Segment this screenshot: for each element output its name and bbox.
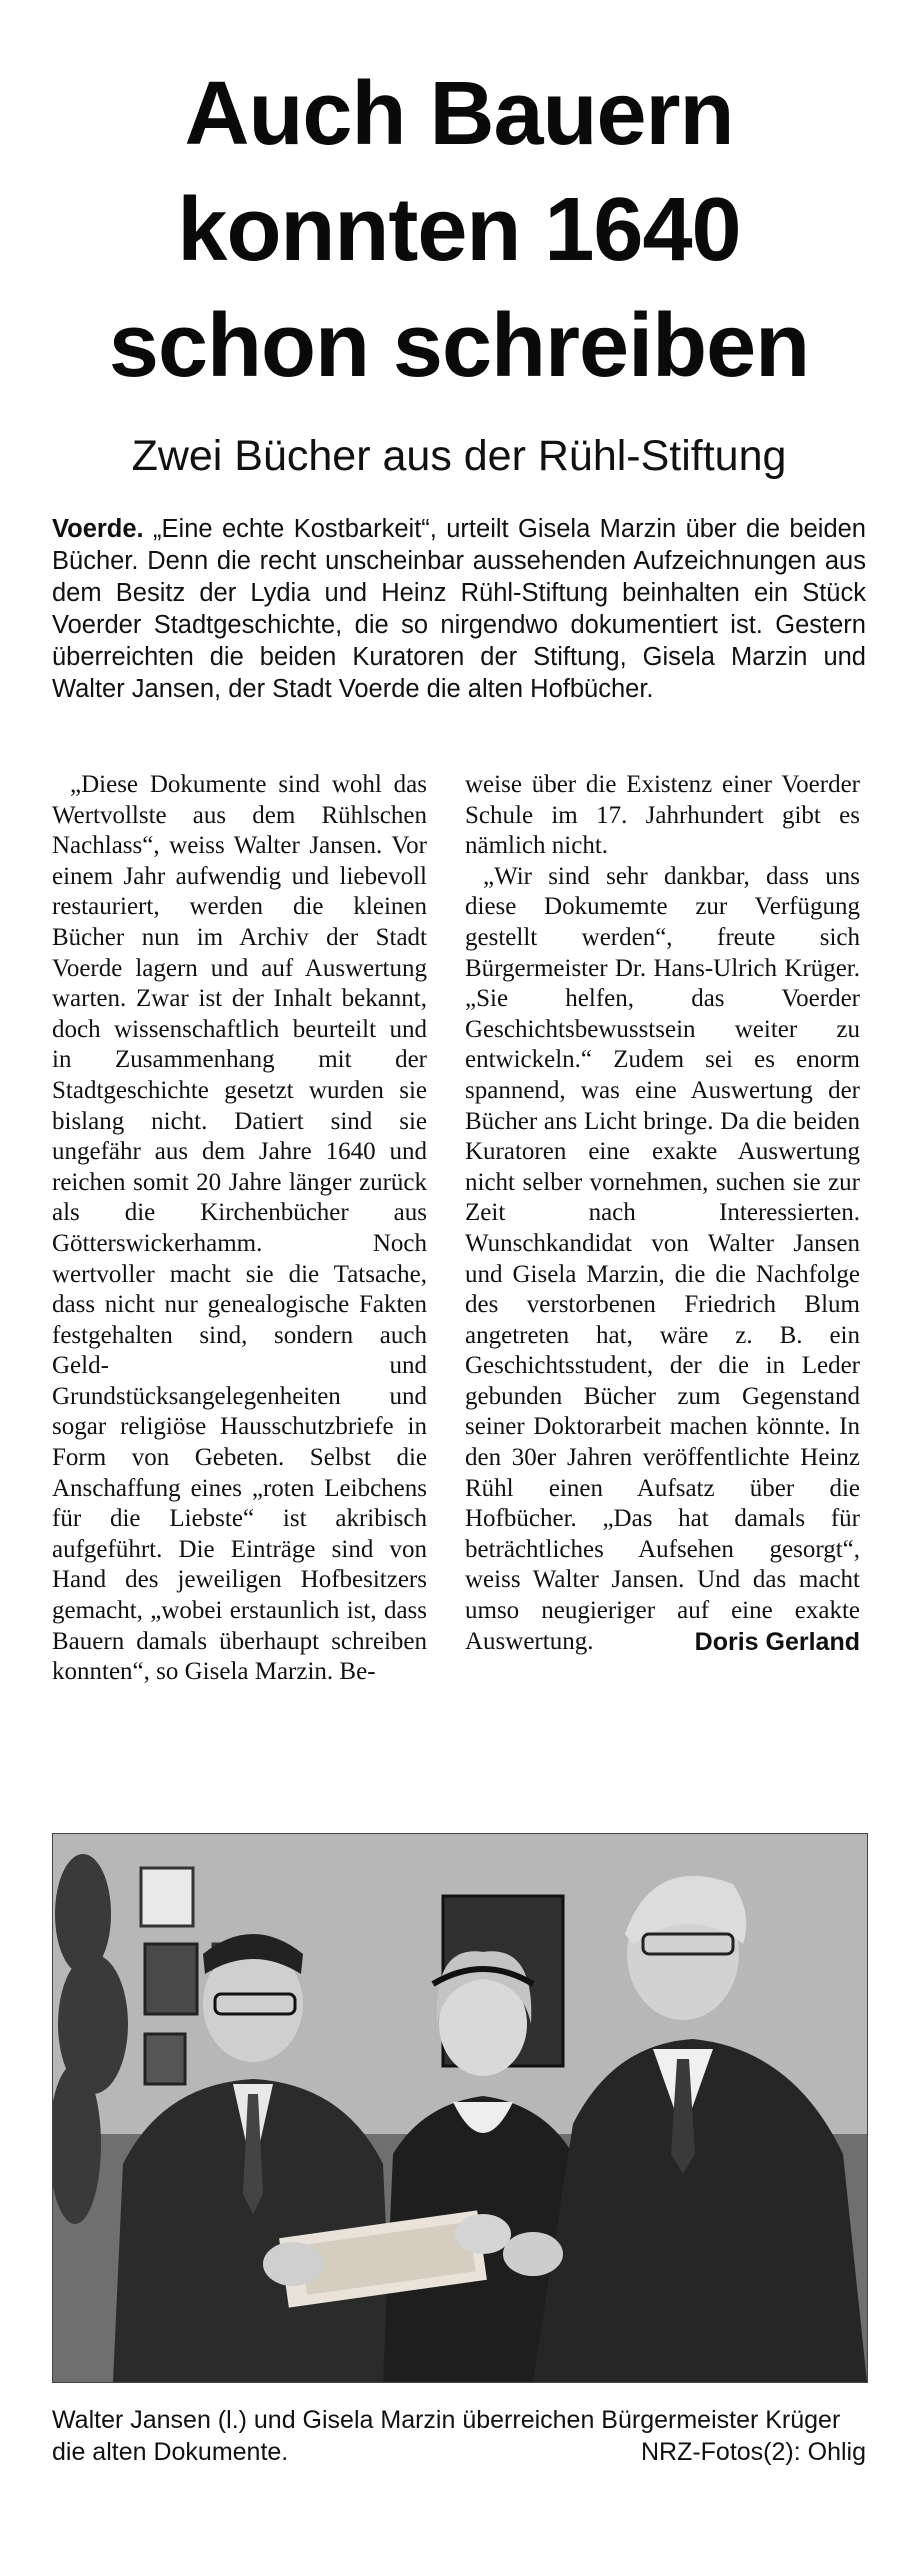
headline-line-1: Auch Bauern: [184, 64, 734, 164]
article-column-right: [465, 770, 860, 1657]
body-paragraph-continuation: weise über die Existenz einer Voerder Schule im 17. Jahrhundert gibt es nämlich nicht.: [465, 771, 860, 860]
body-paragraph: „Diese Dokumente sind wohl das Wertvollste aus dem Rühlschen Nachlass“, weiss Walter Jansen. Vor einem Jahr aufwendig und liebevoll restauriert, werden die kleinen Bücher nun im Archiv der Stadt Voerde lagern und auf Auswertung warten. Zwar ist der Inhalt bekannt, doch wissenschaftlich beurteilt und in Zusammenhang mit der Stadtgeschichte gesetzt wurden sie bislang nicht. Datiert sind sie ungefähr aus dem Jahre 1640 und reichen somit 20 Jahre länger zurück als die Kirchenbücher aus Götterswickerhamm. Noch wertvoller macht sie die Tatsache, dass nicht nur genealogische Fakten festgehalten sind, sondern auch Geld- und Grundstücksangelegenheiten und sogar religiöse Hausschutzbriefe in Form von Gebeten. Selbst die Anschaffung eines „roten Leibchens für die Liebste“ ist akribisch aufgeführt. Die Einträge sind von Hand des jeweiligen Hofbesitzers gemacht, „wobei erstaunlich ist, dass Bauern damals überhaupt schreiben konnten“, so Gisela Marzin. Be-: [52, 771, 427, 1686]
caption-text: Walter Jansen (l.) und Gisela Marzin überreichen Bürgermeister Krüger die alten Dokumente.: [52, 2406, 841, 2466]
body-paragraph: [465, 862, 860, 1657]
lead-text: „Eine echte Kostbarkeit“, urteilt Gisela Marzin über die beiden Bücher. Denn die recht unscheinbar aussehenden Aufzeichnungen aus dem Besitz der Lydia und Heinz Rühl-Stiftung beinhalten ein Stück Voerder Stadtgeschichte, die so nirgendwo dokumentiert ist. Gestern überreichten die beiden Kuratoren der Stiftung, Gisela Marzin und Walter Jansen, der Stadt Voerde die alten Hofbücher.: [52, 515, 866, 703]
lead-paragraph: [52, 513, 866, 705]
photo-caption: [52, 2404, 866, 2468]
article-column-left: [52, 770, 427, 1688]
headline: [30, 56, 888, 404]
author-byline: Doris Gerland: [694, 1627, 860, 1656]
article-photo: [52, 1833, 868, 2383]
dateline: Voerde.: [52, 515, 144, 543]
photo-credit: NRZ-Fotos(2): Ohlig: [640, 2438, 866, 2466]
headline-line-2: konnten 1640: [177, 180, 741, 280]
photo-illustration: [53, 1834, 867, 2382]
headline-line-3: schon schreiben: [108, 296, 810, 396]
subheadline: Zwei Bücher aus der Rühl-Stiftung: [131, 432, 787, 480]
body-text: „Wir sind sehr dankbar, dass uns diese Dokumemte zur Verfügung gestellt werden“, freute sich Bürgermeister Dr. Hans-Ulrich Krüger. „Sie helfen, das Voerder Geschichtsbewusstsein weiter zu entwickeln.“ Zudem sei es enorm spannend, was eine Auswertung der Bücher ans Licht bringe. Da die beiden Kuratoren eine exakte Auswertung nicht selber vornehmen, suchen sie zur Zeit nach Interessierten. Wunschkandidat von Walter Jansen und Gisela Marzin, die die Nachfolge des verstorbenen Friedrich Blum angetreten hat, wäre z. B. ein Geschichtsstudent, der die in Leder gebunden Bücher zum Gegenstand seiner Doktorarbeit machen könnte. In den 30er Jahren veröffentlichte Heinz Rühl einen Aufsatz über die Hofbücher. „Das hat damals für beträchtliches Aufsehen gesorgt“, weiss Walter Jansen. Und das macht umso neugieriger auf eine exakte Auswertung.: [465, 862, 860, 1655]
